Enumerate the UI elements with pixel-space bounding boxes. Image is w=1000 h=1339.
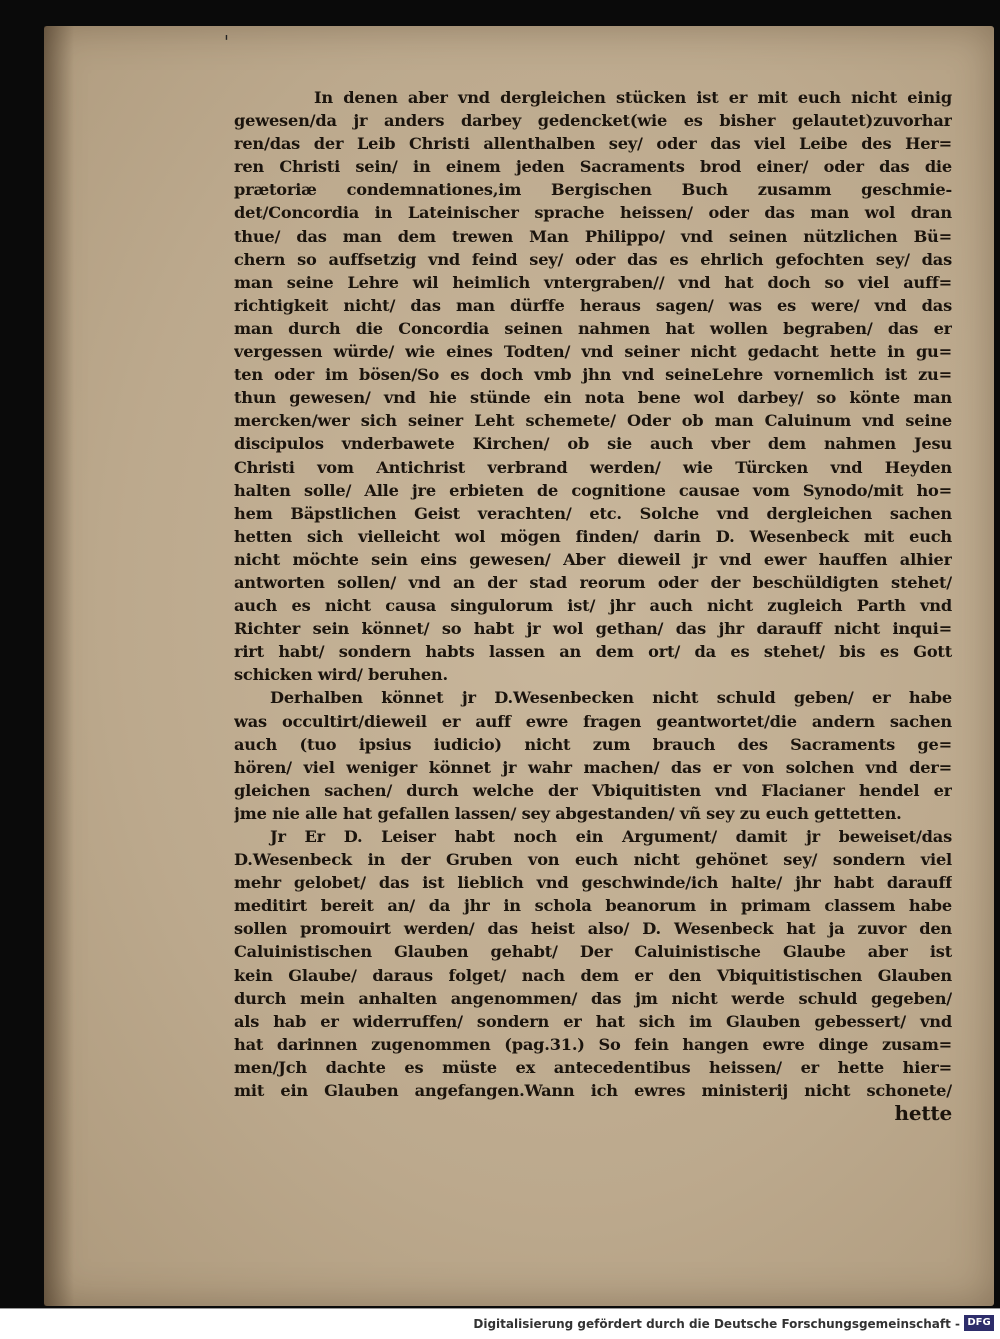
text-line: gewesen/da jr anders darbey gedencket(wie es bisher gelautet)zuvorhar bbox=[234, 111, 952, 131]
funding-notice: Digitalisierung gefördert durch die Deutsche Forschungsgemeinschaft - bbox=[473, 1317, 960, 1331]
page-text-block bbox=[234, 86, 952, 1125]
text-line: ren Christi sein/ in einem jeden Sacraments brod einer/ oder das die bbox=[234, 157, 952, 177]
text-line: mercken/wer sich seiner Leht schemete/ Oder ob man Caluinum vnd seine bbox=[234, 411, 952, 431]
text-line: meditirt bereit an/ da jhr in schola beanorum in primam classem habe bbox=[234, 896, 952, 916]
page-gutter-shadow bbox=[44, 26, 74, 1306]
text-line: man durch die Concordia seinen nahmen hat wollen begraben/ das er bbox=[234, 318, 952, 338]
text-line: durch mein anhalten angenommen/ das jm nicht werde schuld gegeben/ bbox=[234, 988, 952, 1008]
text-line: kein Glaube/ daraus folget/ nach dem er den Vbiquitistischen Glauben bbox=[234, 965, 952, 985]
text-line: hat darinnen zugenommen (pag.31.) So fein hangen ewre dinge zusam= bbox=[234, 1034, 952, 1054]
text-line: Caluinistischen Glauben gehabt/ Der Caluinistische Glaube aber ist bbox=[234, 942, 952, 962]
text-line: Jr Er D. Leiser habt noch ein Argument/ damit jr beweiset/das bbox=[270, 827, 952, 846]
text-line: det/Concordia in Lateinischer sprache heissen/ oder das man wol dran bbox=[234, 203, 952, 223]
text-line: thue/ das man dem trewen Man Philippo/ vnd seinen nützlichen Bü= bbox=[234, 226, 952, 246]
text-line: men/Jch dachte es müste ex antecedentibus heissen/ er hette hier= bbox=[234, 1057, 952, 1077]
text-line: mehr gelobet/ das ist lieblich vnd geschwinde/ich halte/ jhr habt darauff bbox=[234, 873, 952, 893]
text-line: hem Bäpstlichen Geist verachten/ etc. Solche vnd dergleichen sachen bbox=[234, 503, 952, 523]
text-line: chern so auffsetzig vnd feind sey/ oder das es ehrlich gefochten sey/ das bbox=[234, 249, 952, 269]
text-line: thun gewesen/ vnd hie stünde ein nota bene wol darbey/ so könte man bbox=[234, 388, 952, 408]
text-line: ren/das der Leib Christi allenthalben sey/ oder das viel Leibe des Her= bbox=[234, 134, 952, 154]
dfg-logo: DFG bbox=[964, 1315, 994, 1331]
text-line: schicken wird/ beruhen. bbox=[234, 665, 448, 685]
text-line: antworten sollen/ vnd an der stad reorum oder der beschüldigten stehet/ bbox=[234, 572, 952, 592]
text-line: nicht möchte sein eins gewesen/ Aber dieweil jr vnd ewer hauffen alhier bbox=[234, 549, 952, 569]
text-line: richtigkeit nicht/ das man dürffe heraus sagen/ was es were/ vnd das bbox=[234, 295, 952, 315]
text-line: jme nie alle hat gefallen lassen/ sey abgestanden/ vñ sey zu euch gettetten. bbox=[234, 803, 902, 823]
text-line: sollen promouirt werden/ das heist also/ D. Wesenbeck hat ja zuvor den bbox=[234, 919, 952, 939]
text-line: Richter sein könnet/ so habt jr wol gethan/ das jhr darauff nicht inqui= bbox=[234, 619, 952, 639]
text-line: rirt habt/ sondern habts lassen an dem ort/ da es stehet/ bis es Gott bbox=[234, 642, 952, 662]
text-line: prætoriæ condemnationes,im Bergischen Buch zusamm geschmie- bbox=[234, 180, 952, 200]
footer-bar bbox=[0, 1308, 1000, 1339]
text-line: man seine Lehre wil heimlich vntergraben// vnd hat doch so viel auff= bbox=[234, 272, 952, 292]
text-line: hören/ viel weniger könnet jr wahr machen/ das er von solchen vnd der= bbox=[234, 757, 952, 777]
catchword: hette bbox=[894, 1102, 952, 1126]
text-line: auch (tuo ipsius iudicio) nicht zum brauch des Sacraments ge= bbox=[234, 734, 952, 754]
text-line: Derhalben könnet jr D.Wesenbecken nicht schuld geben/ er habe bbox=[270, 688, 952, 708]
text-line: hetten sich vielleicht wol mögen finden/ darin D. Wesenbeck mit euch bbox=[234, 526, 952, 546]
text-line: gleichen sachen/ durch welche der Vbiquitisten vnd Flacianer hendel er bbox=[234, 780, 952, 800]
text-line: ten oder im bösen/So es doch vmb jhn vnd seineLehre vornemlich ist zu= bbox=[234, 365, 952, 385]
text-line: mit ein Glauben angefangen.Wann ich ewres ministerij nicht schonete/ bbox=[234, 1081, 952, 1101]
corner-mark: ' bbox=[224, 32, 229, 53]
text-line: Christi vom Antichrist verbrand werden/ wie Türcken vnd Heyden bbox=[234, 457, 952, 477]
text-line: In denen aber vnd dergleichen stücken ist er mit euch nicht einig bbox=[314, 88, 952, 107]
text-line: als hab er widerruffen/ sondern er hat sich im Glauben gebessert/ vnd bbox=[234, 1011, 952, 1031]
text-line: vergessen würde/ wie eines Todten/ vnd seiner nicht gedacht hette in gu= bbox=[234, 342, 952, 362]
text-line: D.Wesenbeck in der Gruben von euch nicht gehönet sey/ sondern viel bbox=[234, 850, 952, 870]
text-line: was occultirt/dieweil er auff ewre fragen geantwortet/die andern sachen bbox=[234, 711, 952, 731]
text-line: discipulos vnderbawete Kirchen/ ob sie auch vber dem nahmen Jesu bbox=[234, 434, 952, 454]
text-line: auch es nicht causa singulorum ist/ jhr auch nicht zugleich Parth vnd bbox=[234, 596, 952, 616]
text-line: halten solle/ Alle jre erbieten de cognitione causae vom Synodo/mit ho= bbox=[234, 480, 952, 500]
